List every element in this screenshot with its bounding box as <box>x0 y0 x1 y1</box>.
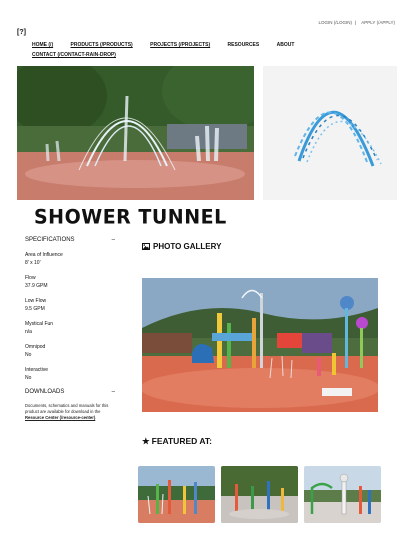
spec-value: 37.9 GPM <box>25 283 48 289</box>
nav-item-projects[interactable]: PROJECTS (/PROJECTS) <box>150 42 211 48</box>
spec-label: Flow <box>25 275 36 281</box>
star-icon: ★ <box>142 436 150 446</box>
featured-thumbnail[interactable] <box>221 466 298 523</box>
specifications-toggle[interactable] <box>25 237 115 243</box>
spec-item <box>25 251 115 267</box>
featured-thumbnails <box>138 466 381 523</box>
spec-value: No <box>25 375 32 381</box>
downloads-section <box>25 389 115 421</box>
resource-center-link[interactable]: Resource Center (/resource-center) <box>25 415 96 420</box>
request-link[interactable]: APPLY (/APPLY) <box>361 20 395 25</box>
spec-value: n/a <box>25 329 32 335</box>
spec-item <box>25 320 115 336</box>
product-render <box>263 66 397 200</box>
top-utility-bar <box>317 20 395 25</box>
spec-item <box>25 297 115 313</box>
hero-photo <box>17 66 254 200</box>
product-title: SHOWER TUNNEL <box>34 205 227 229</box>
downloads-toggle[interactable] <box>25 389 115 395</box>
main-nav <box>32 40 332 60</box>
specifications-heading: SPECIFICATIONS <box>25 237 75 243</box>
nav-item-resources[interactable]: RESOURCES <box>227 42 260 48</box>
separator: | <box>355 20 357 25</box>
collapse-icon[interactable]: – <box>111 237 115 243</box>
downloads-period: . <box>95 415 97 420</box>
collapse-icon[interactable]: – <box>111 389 115 395</box>
nav-item-products[interactable]: PRODUCTS (/PRODUCTS) <box>70 42 133 48</box>
spec-item <box>25 274 115 290</box>
spec-label: Interactive <box>25 367 49 373</box>
spec-label: Omnipod <box>25 344 46 350</box>
gallery-photo[interactable] <box>142 278 378 412</box>
photo-gallery-label: PHOTO GALLERY <box>153 242 222 251</box>
featured-thumbnail[interactable] <box>304 466 381 523</box>
spec-value: 9.5 GPM <box>25 306 45 312</box>
nav-item-home[interactable]: HOME (/) <box>32 42 54 48</box>
nav-item-about[interactable]: ABOUT <box>276 42 295 48</box>
spec-value: No <box>25 352 32 358</box>
image-icon <box>142 243 150 250</box>
spec-item <box>25 366 115 382</box>
spec-label: Mystical Fun <box>25 321 54 327</box>
site-logo[interactable]: [?] <box>17 29 26 36</box>
spec-label: Low Flow <box>25 298 47 304</box>
featured-heading <box>142 436 212 447</box>
spec-label: Area of Influence <box>25 252 63 258</box>
spec-item <box>25 343 115 359</box>
featured-thumbnail[interactable] <box>138 466 215 523</box>
downloads-description: Documents, schematics and manuals for this product are available for download in the <box>25 403 109 414</box>
product-details <box>25 237 115 421</box>
nav-item-contact[interactable]: CONTACT (/CONTACT-RAIN-DROP) <box>32 52 116 58</box>
downloads-heading: DOWNLOADS <box>25 389 65 395</box>
featured-label: FEATURED AT: <box>151 436 212 446</box>
login-link[interactable]: LOGIN (/LOGIN) <box>318 20 353 25</box>
spec-value: 8' x 10' <box>25 260 41 266</box>
photo-gallery-heading <box>142 242 221 251</box>
downloads-text <box>25 403 115 421</box>
